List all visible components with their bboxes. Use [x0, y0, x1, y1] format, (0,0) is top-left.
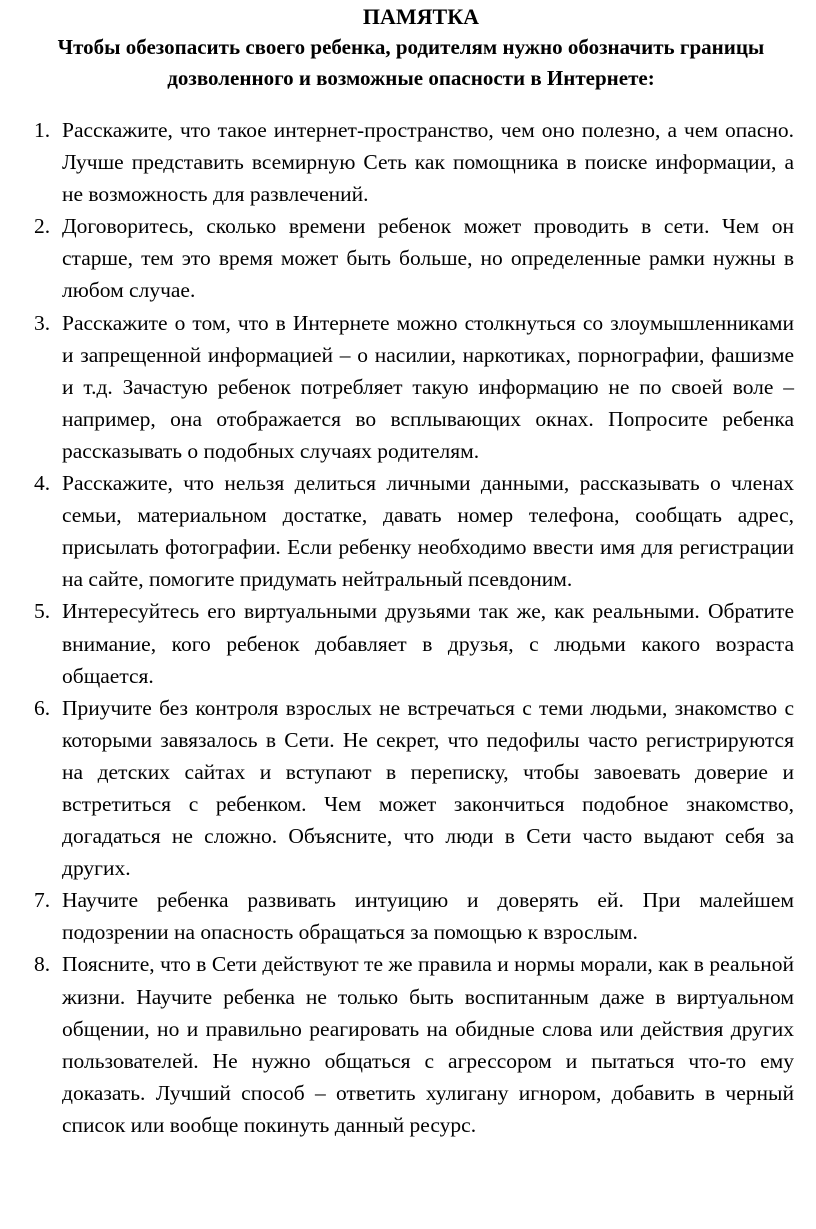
list-item-number: 1. — [34, 118, 51, 142]
list-item-number: 8. — [34, 952, 51, 977]
list-item-number: 7. — [34, 888, 51, 913]
list-item — [34, 210, 794, 306]
list-item-text: Расскажите, что нельзя делиться личными данными, рассказывать о членах семьи, материальном достатке, давать номер телефона, сообщать адрес, присылать фотографии. Если ребенку необходимо ввести имя для регистрации на сайте, помогите придумать нейтральный псевдоним. — [62, 471, 794, 592]
list-item-number: 6. — [34, 695, 51, 720]
document-subtitle: Чтобы обезопасить своего ребенка, родителям нужно обозначить границы дозволенного и возможные опасности в Интернете: — [57, 35, 765, 90]
advice-list — [34, 114, 794, 1141]
list-item-text: Расскажите, что такое интернет-пространство, чем оно полезно, а чем опасно. Лучше представить всемирную Сеть как помощника в поиске информации, а не возможность для развлечений. — [62, 118, 794, 207]
list-item — [34, 884, 794, 948]
document-title: ПАМЯТКА — [362, 4, 480, 29]
list-item-text: Расскажите о том, что в Интернете можно столкнуться со злоумышленниками и запрещенной информацией – о насилии, наркотиках, порнографии, фашизме и т.д. Зачастую ребенок потребляет такую информацию не по своей воле – например, она отображается во всплывающих окнах. Попросите ребенка рассказывать о подобных случаях родителям. — [62, 310, 794, 463]
list-item — [34, 692, 794, 885]
list-item-number: 5. — [34, 599, 51, 624]
list-item-number: 4. — [34, 471, 51, 496]
list-item — [34, 595, 794, 691]
list-item-number: 2. — [34, 214, 51, 239]
list-item-text: Договоритесь, сколько времени ребенок может проводить в сети. Чем он старше, тем это время может быть больше, но определенные рамки нужны в любом случае. — [62, 214, 794, 303]
list-item-text: Поясните, что в Сети действуют те же правила и нормы морали, как в реальной жизни. Научите ребенка не только быть воспитанным даже в виртуальном общении, но и правильно реагировать на обидные слова или действия других пользователей. Не нужно общаться с агрессором и пытаться что-то ему доказать. Лучший способ – ответить хулигану игнором, добавить в черный список или вообще покинуть данный ресурс. — [62, 952, 794, 1137]
list-item — [34, 114, 794, 210]
list-item — [34, 307, 794, 467]
list-item — [34, 948, 794, 1141]
list-item-text: Интересуйтесь его виртуальными друзьями так же, как реальными. Обратите внимание, кого ребенок добавляет в друзья, с людьми какого возраста общается. — [62, 599, 794, 688]
list-item-text: Приучите без контроля взрослых не встречаться с теми людьми, знакомство с которыми завязалось в Сети. Не секрет, что педофилы часто регистрируются на детских сайтах и вступают в переписку, чтобы завоевать доверие и встретиться с ребенком. Чем может закончиться подобное знакомство, догадаться не сложно. Объясните, что люди в Сети часто выдают себя за других. — [62, 695, 794, 881]
list-item-number: 3. — [34, 310, 51, 335]
list-item — [34, 467, 794, 595]
list-item-text: Научите ребенка развивать интуицию и доверять ей. При малейшем подозрении на опасность обращаться за помощью к взрослым. — [62, 888, 794, 945]
